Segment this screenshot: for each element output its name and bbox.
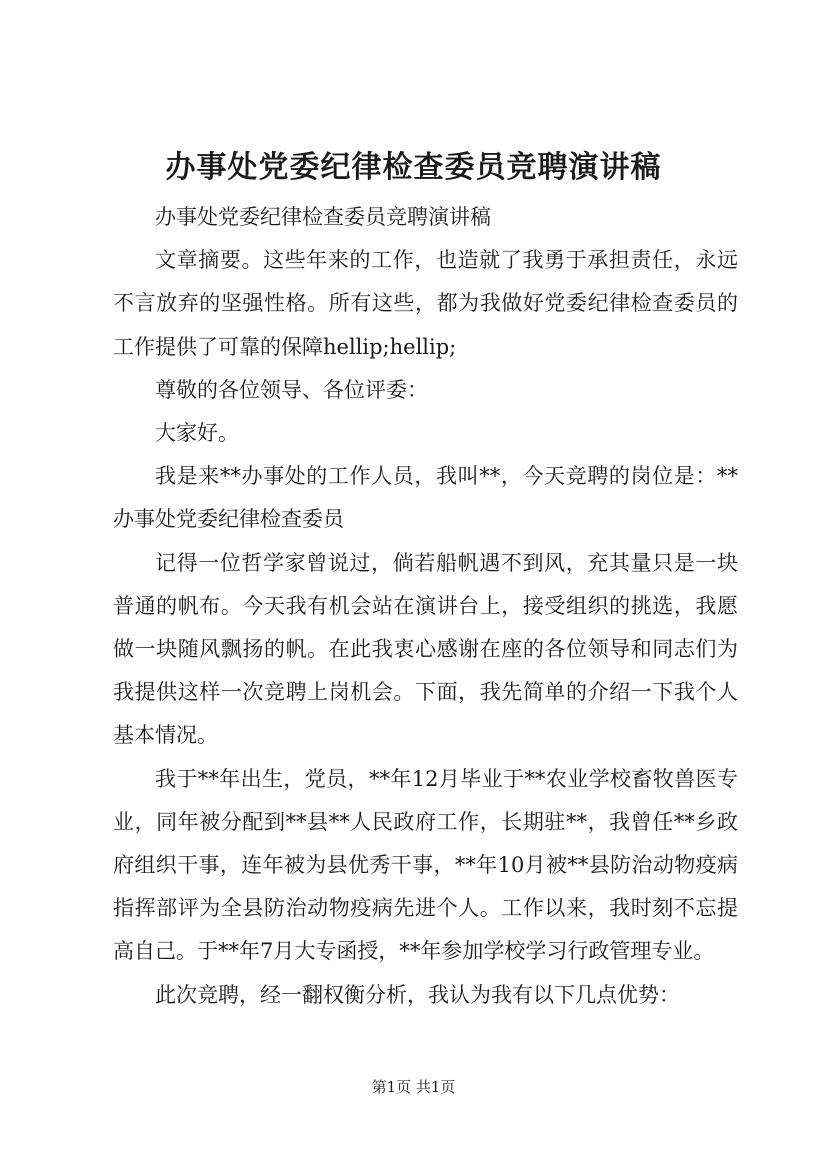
- paragraph-personal-background: 我于**年出生，党员，**年12月毕业于**农业学校畜牧兽医专业，同年被分配到**县**人民政府工作，长期驻**，我曾任**乡政府组织干事，连年被为县优秀干事，**年10月被**县防治动物疫病指挥部评为全县防治动物疫病先进个人。工作以来，我时刻不忘提高自己。于**年7月大专函授，**年参加学校学习行政管理专业。: [113, 766, 738, 964]
- paragraph-advantages-intro: 此次竞聘，经一翻权衡分析，我认为我有以下几点优势：: [155, 982, 680, 1007]
- paragraph-abstract: 文章摘要。这些年来的工作，也造就了我勇于承担责任，永远不言放弃的坚强性格。所有这些，都为我做好党委纪律检查委员的工作提供了可靠的保障hellip;hellip;: [113, 248, 738, 359]
- paragraph-salutation: 尊敬的各位领导、各位评委：: [155, 377, 428, 402]
- document-title: 办事处党委纪律检查委员竞聘演讲稿: [165, 150, 662, 185]
- paragraph-greeting: 大家好。: [155, 421, 239, 446]
- document-body: [113, 196, 738, 1017]
- paragraph-philosopher-quote: 记得一位哲学家曾说过，倘若船帆遇不到风，充其量只是一块普通的帆布。今天我有机会站在演讲台上，接受组织的挑选，我愿做一块随风飘扬的帆。在此我衷心感谢在座的各位领导和同志们为我提供这样一次竞聘上岗机会。下面，我先简单的介绍一下我个人基本情况。: [113, 550, 738, 748]
- page-footer: 第1页 共1页: [371, 1078, 456, 1096]
- paragraph-introduction: 我是来**办事处的工作人员，我叫**，今天竞聘的岗位是：**办事处党委纪律检查委员: [113, 464, 738, 532]
- paragraph-subtitle: 办事处党委纪律检查委员竞聘演讲稿: [155, 205, 491, 229]
